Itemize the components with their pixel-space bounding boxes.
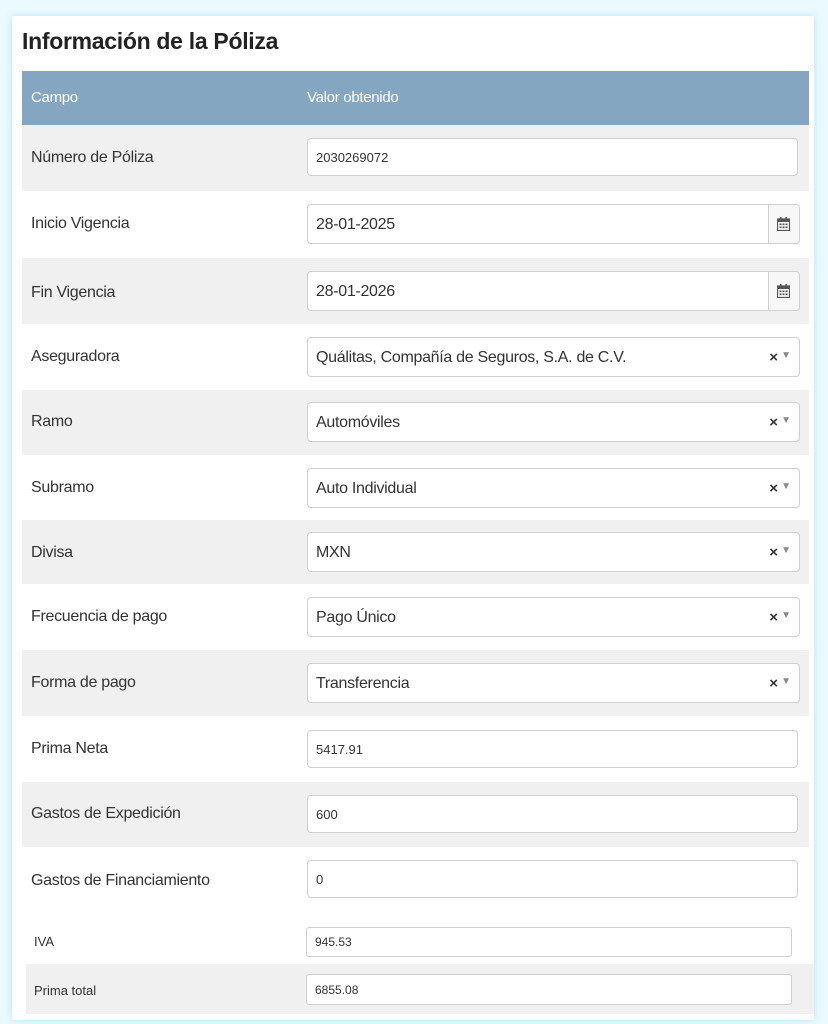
chevron-down-icon[interactable]: ▼ [781,481,791,492]
chevron-down-icon[interactable]: ▼ [781,350,791,361]
forma-pago-value: Transferencia [316,675,410,692]
chevron-down-icon[interactable]: ▼ [781,610,791,621]
row-label-prima-total: Prima total [34,983,97,998]
row-label-prima-neta: Prima Neta [31,740,109,757]
table-row [26,964,814,1014]
table-row [22,782,809,847]
divisa-select[interactable] [307,532,800,572]
policy-table [22,71,809,913]
divisa-value: MXN [316,544,351,561]
row-label-gastos-financiamiento: Gastos de Financiamiento [31,872,210,889]
table-row [22,324,809,390]
clear-icon[interactable]: × [769,609,778,626]
chevron-down-icon[interactable]: ▼ [781,545,791,556]
row-label-gastos-expedicion: Gastos de Expedición [31,805,181,822]
ramo-value: Automóviles [316,414,400,431]
chevron-down-icon[interactable]: ▼ [781,676,791,687]
prima-total-input[interactable] [306,974,792,1005]
totals-section [14,913,814,1020]
header-campo: Campo [31,89,78,106]
table-row [22,847,809,913]
clear-icon[interactable]: × [769,480,778,497]
table-row [22,455,809,520]
forma-pago-select[interactable] [307,663,800,703]
row-label-divisa: Divisa [31,544,73,561]
prima-neta-input[interactable] [307,730,798,768]
inicio-vigencia-calendar-button[interactable] [768,205,799,243]
policy-info-card [12,16,814,1020]
fin-vigencia-calendar-button[interactable] [768,272,799,310]
row-label-subramo: Subramo [31,479,94,496]
header-valor-obtenido: Valor obtenido [307,89,399,106]
table-row [22,650,809,716]
subramo-value: Auto Individual [316,480,417,497]
iva-input[interactable] [306,927,792,957]
row-label-inicio-vigencia: Inicio Vigencia [31,215,130,232]
row-label-frecuencia-pago: Frecuencia de pago [31,608,168,625]
gastos-expedicion-input[interactable] [307,795,798,833]
table-row [22,191,809,258]
table-header [22,71,809,125]
clear-icon[interactable]: × [769,414,778,431]
inicio-vigencia-datepicker[interactable] [307,204,800,244]
inicio-vigencia-value: 28-01-2025 [316,216,395,233]
clear-icon[interactable]: × [769,544,778,561]
table-row [22,520,809,584]
ramo-select[interactable] [307,402,800,442]
aseguradora-value: Quálitas, Compañía de Seguros, S.A. de C.V. [316,349,627,366]
table-row [26,913,814,963]
fin-vigencia-value: 28-01-2026 [316,283,395,300]
frecuencia-pago-value: Pago Único [316,609,396,626]
clear-icon[interactable]: × [769,349,778,366]
row-label-ramo: Ramo [31,413,73,430]
row-label-numero-poliza: Número de Póliza [31,149,154,166]
frecuencia-pago-select[interactable] [307,597,800,637]
calendar-icon [777,284,790,298]
table-row [22,390,809,455]
numero-poliza-input[interactable] [307,138,798,176]
table-row [22,125,809,191]
row-label-iva: IVA [34,934,54,949]
table-row [22,258,809,324]
page-title: Información de la Póliza [22,28,279,54]
row-label-fin-vigencia: Fin Vigencia [31,284,116,301]
aseguradora-select[interactable] [307,337,800,377]
chevron-down-icon[interactable]: ▼ [781,415,791,426]
table-row [22,584,809,650]
row-label-forma-pago: Forma de pago [31,674,136,691]
table-row [22,716,809,782]
fin-vigencia-datepicker[interactable] [307,271,800,311]
row-label-aseguradora: Aseguradora [31,348,120,365]
subramo-select[interactable] [307,468,800,508]
calendar-icon [777,217,790,231]
gastos-financiamiento-input[interactable] [307,860,798,898]
clear-icon[interactable]: × [769,675,778,692]
